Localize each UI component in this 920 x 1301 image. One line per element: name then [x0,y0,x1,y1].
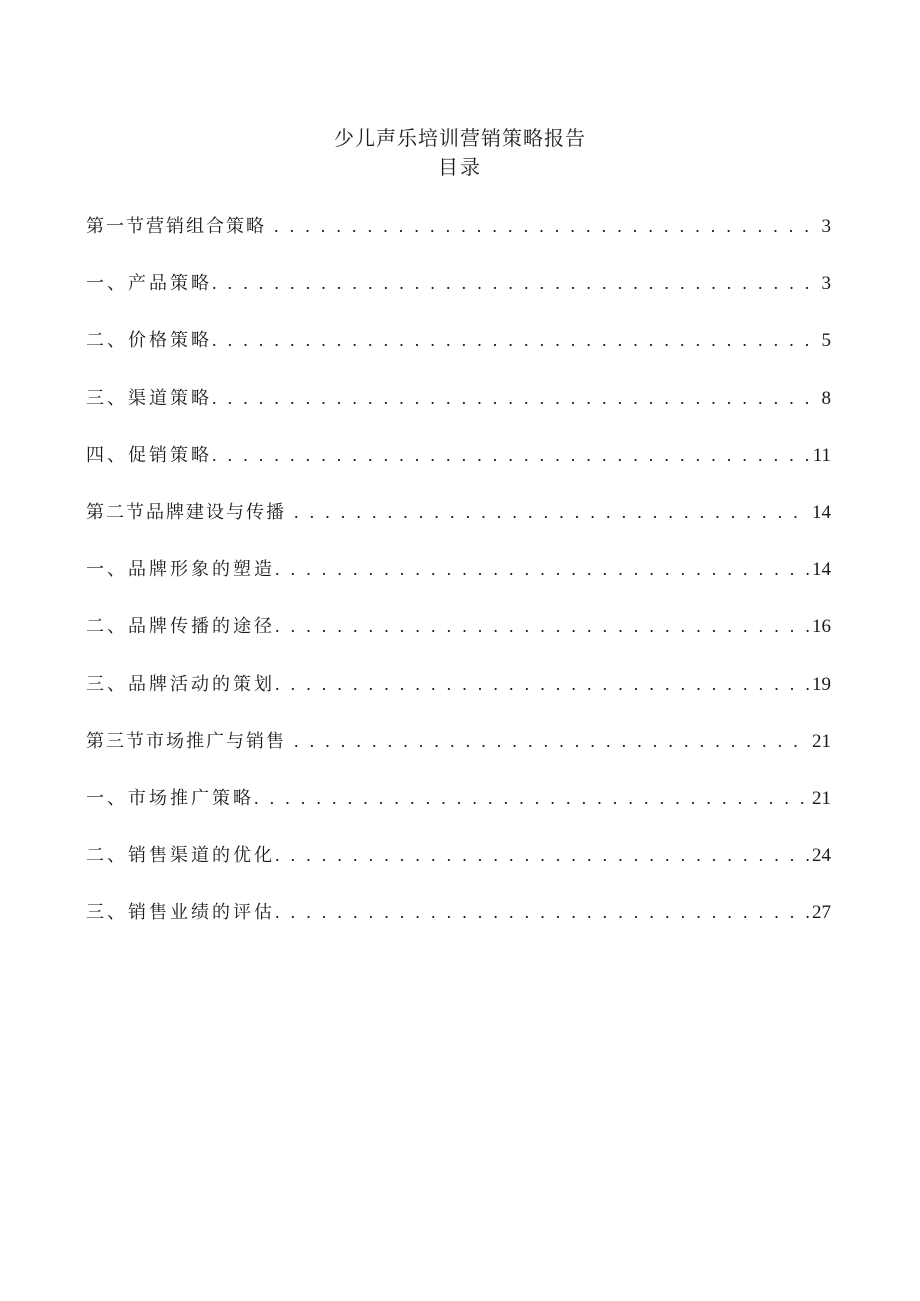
toc-entry-page-number: 16 [812,616,831,638]
toc-entry-label: 二、品牌传播的途径 [86,616,275,638]
toc-leader-dots [294,496,810,528]
toc-entry-label: 一、市场推广策略 [86,787,254,809]
toc-entry-page-number: 24 [812,845,831,867]
toc-leader-dots [212,439,811,471]
toc-entry-item[interactable] [86,610,831,667]
toc-entry-item[interactable] [86,324,831,381]
toc-leader-dots [254,782,810,814]
toc-leader-dots [294,725,810,757]
toc-entry-page-number: 5 [821,330,831,352]
toc-leader-dots [275,553,810,585]
toc-entry-label: 三、渠道策略 [86,387,212,409]
toc-entry-label: 一、品牌形象的塑造 [86,559,275,581]
toc-entry-page-number: 8 [821,387,831,409]
toc-leader-dots [274,210,820,242]
toc-entry-section-3[interactable] [86,725,831,782]
toc-entry-label: 一、产品策略 [86,273,212,295]
toc-leader-dots [212,382,820,414]
toc-entry-item[interactable] [86,782,831,839]
toc-entry-section-1[interactable] [86,210,831,267]
toc-entry-item[interactable] [86,382,831,439]
toc-entry-item[interactable] [86,896,831,953]
toc-leader-dots [212,267,820,299]
toc-entry-label: 三、销售业绩的评估 [86,902,275,924]
toc-entry-item[interactable] [86,839,831,896]
toc-entry-page-number: 27 [812,902,831,924]
toc-entry-page-number: 14 [812,501,831,523]
toc-leader-dots [275,896,810,928]
toc-entry-label: 三、品牌活动的策划 [86,673,275,695]
document-title: 少儿声乐培训营销策略报告 [334,126,586,150]
toc-entry-page-number: 3 [821,216,831,237]
table-of-contents [86,210,831,953]
toc-entry-section-2[interactable] [86,496,831,553]
toc-entry-page-number: 19 [812,673,831,695]
toc-leader-dots [275,839,810,871]
toc-entry-page-number: 21 [812,730,831,752]
toc-entry-page-number: 11 [812,444,831,466]
toc-entry-label: 第二节品牌建设与传播 [86,501,286,523]
toc-entry-page-number: 14 [812,559,831,581]
toc-leader-dots [275,668,810,700]
toc-entry-label: 四、促销策略 [86,444,212,466]
toc-leader-dots [275,610,810,642]
toc-entry-item[interactable] [86,553,831,610]
toc-heading: 目录 [438,155,482,179]
toc-entry-item[interactable] [86,267,831,324]
toc-entry-label: 二、销售渠道的优化 [86,845,275,867]
toc-entry-page-number: 21 [812,787,831,809]
toc-entry-page-number: 3 [821,273,831,295]
toc-entry-item[interactable] [86,439,831,496]
toc-entry-label: 二、价格策略 [86,330,212,352]
toc-entry-item[interactable] [86,668,831,725]
toc-entry-label: 第三节市场推广与销售 [86,730,286,752]
toc-entry-label: 第一节营销组合策略 [86,216,266,237]
toc-leader-dots [212,324,820,356]
